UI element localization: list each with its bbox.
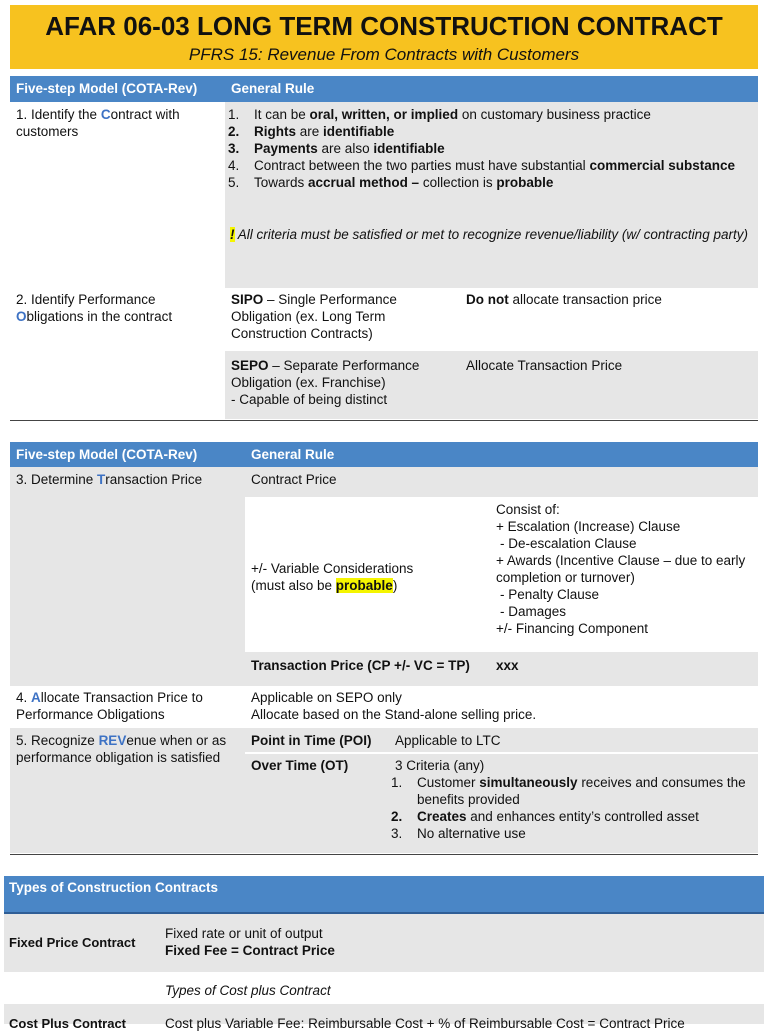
- list-item: 2. Rights are identifiable: [228, 124, 395, 139]
- list-item: - Penalty Clause: [500, 587, 600, 602]
- list-item: 1. Customer simultaneously receives and consumes the benefits provided: [391, 775, 746, 807]
- fixed-price-rule: Fixed rate or unit of output Fixed Fee = Contract Price: [165, 926, 335, 958]
- cost-plus-types-title: Types of Cost plus Contract: [165, 983, 331, 998]
- list-item: 3. No alternative use: [391, 826, 526, 841]
- ot-criteria: 3 Criteria (any) 1. Customer simultaneously receives and consumes the benefits provided 2. Creates and enhances entity’s controlled asset 3. No alternative use: [391, 757, 753, 842]
- warning-mark: !: [230, 227, 235, 242]
- poi-label: Point in Time (POI): [251, 733, 372, 748]
- list-item: - Damages: [500, 604, 567, 619]
- contract-price: Contract Price: [251, 472, 337, 487]
- sipo-rule: Do not allocate transaction price: [466, 292, 662, 307]
- transaction-price-label: Transaction Price (CP +/- VC = TP): [251, 658, 470, 673]
- poi-rule: Applicable to LTC: [395, 733, 501, 748]
- table1-header: [10, 76, 758, 102]
- table1-col1-header: Five-step Model (COTA-Rev): [16, 81, 198, 96]
- list-item: 3. Payments are also identifiable: [228, 141, 445, 156]
- step5-label: 5. Recognize REVenue when or as performance obligation is satisfied: [16, 733, 227, 765]
- step4-label: 4. Allocate Transaction Price to Performance Obligations: [16, 690, 203, 722]
- page-subtitle: PFRS 15: Revenue From Contracts with Customers: [188, 45, 580, 64]
- table3-header-label: Types of Construction Contracts: [9, 880, 219, 895]
- list-item: - De-escalation Clause: [500, 536, 637, 551]
- transaction-price-value: xxx: [496, 658, 519, 673]
- list-item: 2. Creates and enhances entity’s controlled asset: [391, 809, 699, 824]
- table2-col1-header: Five-step Model (COTA-Rev): [16, 447, 198, 462]
- title-banner: [10, 5, 758, 69]
- step1-label: 1. Identify the Contract with customers: [16, 107, 180, 139]
- page-title: AFAR 06-03 LONG TERM CONSTRUCTION CONTRACT: [45, 11, 723, 41]
- list-item: 5. Towards accrual method – collection is probable: [228, 175, 554, 190]
- list-item: 1. It can be oral, written, or implied on customary business practice: [228, 107, 651, 122]
- step3-label-cell: [10, 467, 245, 686]
- cost-plus-rule: Cost plus Variable Fee: Reimbursable Cost + % of Reimbursable Cost = Contract Price: [165, 1016, 685, 1031]
- list-item: + Awards (Incentive Clause – due to early completion or turnover): [496, 553, 746, 585]
- table2-bottom-border: [10, 854, 758, 855]
- variable-considerations: +/- Variable Considerations (must also be probable): [251, 561, 414, 593]
- table2-header: [10, 442, 758, 467]
- table3-header: [4, 876, 764, 914]
- step4-rule: Applicable on SEPO only Allocate based on the Stand-alone selling price.: [251, 690, 537, 722]
- list-item: 4. Contract between the two parties must have substantial commercial substance: [228, 158, 736, 173]
- table1-col2-header: General Rule: [231, 81, 315, 96]
- step1-note: ! All criteria must be satisfied or met to recognize revenue/liability (w/ contracting party): [230, 227, 748, 242]
- sepo-description: SEPO – Separate Performance Obligation (ex. Franchise) - Capable of being distinct: [231, 358, 420, 407]
- fixed-price-label: Fixed Price Contract: [9, 935, 136, 950]
- sipo-description: SIPO – Single Performance Obligation (ex. Long Term Construction Contracts): [231, 292, 397, 341]
- step1-rule-list: [228, 106, 748, 191]
- table2-col2-header: General Rule: [251, 447, 335, 462]
- cost-plus-label: Cost Plus Contract: [9, 1016, 127, 1031]
- ot-label: Over Time (OT): [251, 758, 349, 773]
- step3-label: 3. Determine Transaction Price: [16, 472, 203, 487]
- list-item: + Escalation (Increase) Clause: [496, 519, 681, 534]
- sepo-rule: Allocate Transaction Price: [466, 358, 623, 373]
- consist-of-list: Consist of: + Escalation (Increase) Clause - De-escalation Clause + Awards (Incentive Clause – due to early completion or turnover) - Penalty Clause - Damages +/- Financing Component: [496, 501, 751, 637]
- table1-bottom-border: [10, 420, 758, 421]
- step2-label: 2. Identify Performance Obligations in the contract: [16, 292, 173, 324]
- list-item: +/- Financing Component: [496, 621, 648, 636]
